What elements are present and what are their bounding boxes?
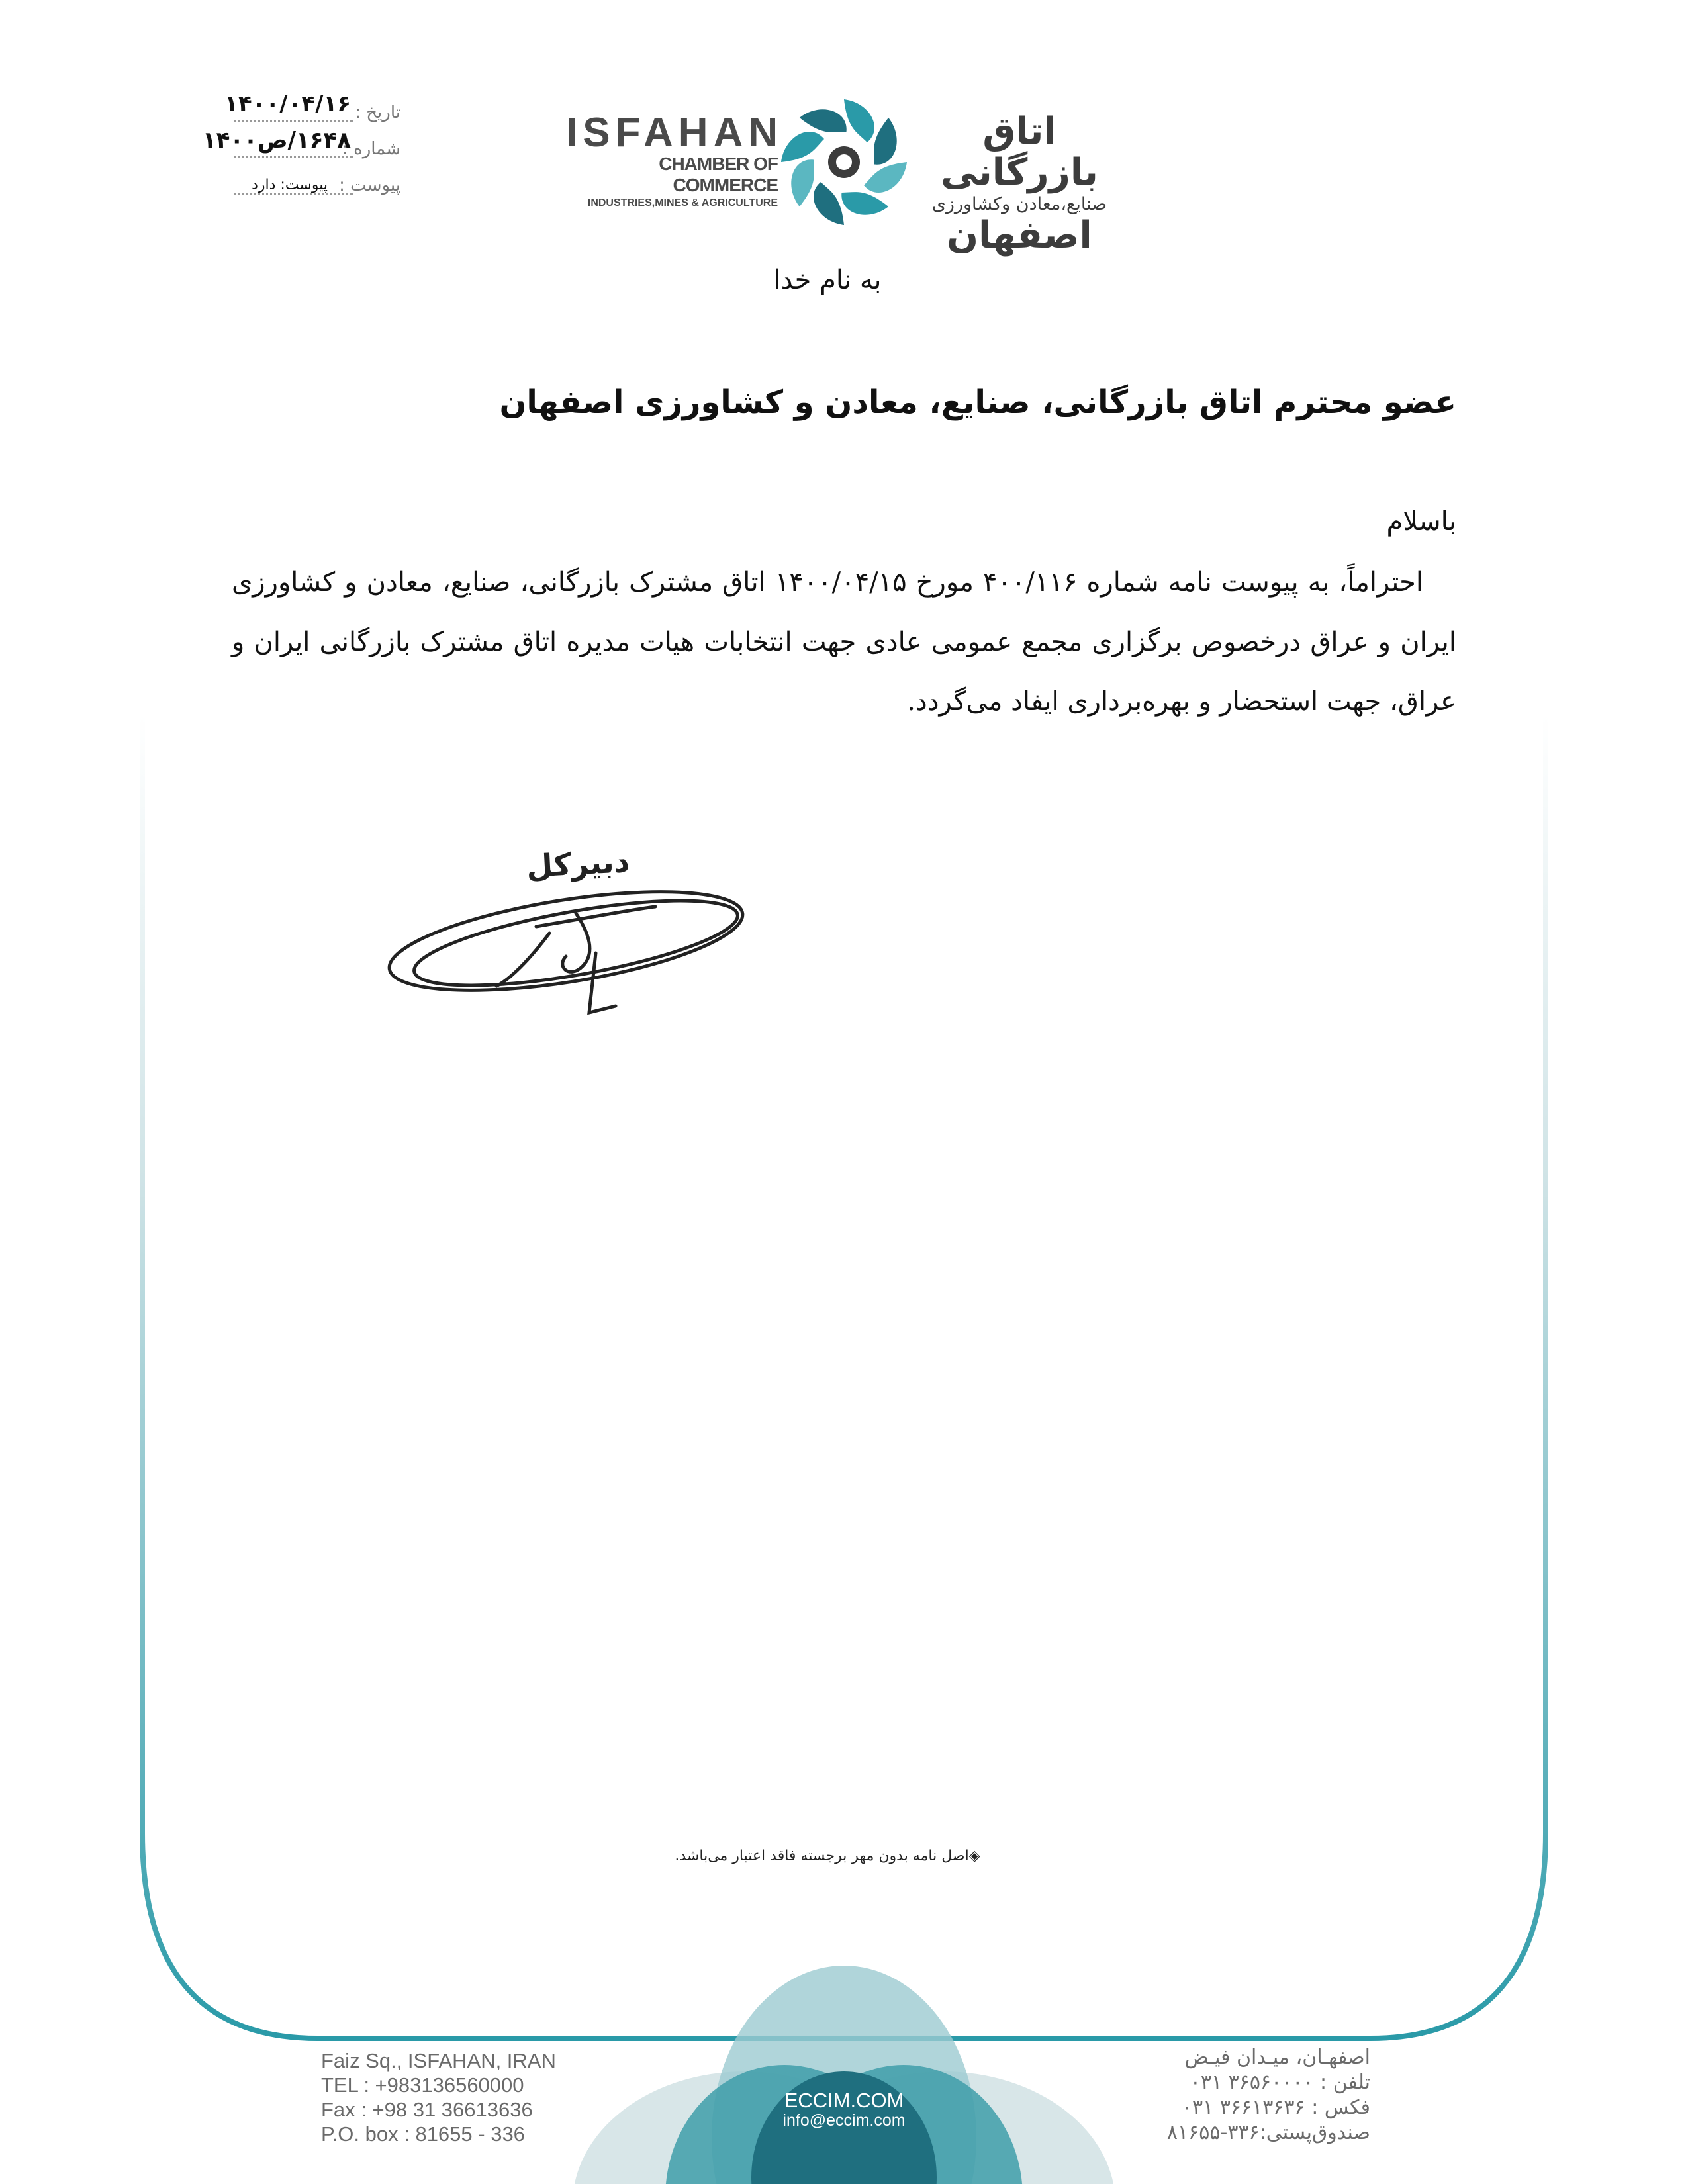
logo-persian [910, 111, 1129, 255]
attachment-value: پیوست: دارد [252, 177, 328, 193]
footer-web-contact [768, 2090, 920, 2130]
frame-border [142, 715, 1546, 2038]
letterhead-frame [0, 715, 1688, 2184]
footer-fa-fax: فکس : ۳۶۶۱۳۶۳۶ ۰۳۱ [1181, 2096, 1370, 2119]
date-value: ۱۴۰۰/۰۴/۱۶ [224, 91, 351, 117]
number-row [149, 126, 414, 162]
logo-en-line1: ISFAHAN [566, 110, 784, 156]
footer-en-tel: TEL : +983136560000 [321, 2073, 524, 2097]
letter-body: احتراماً، به پیوست نامه شماره ۴۰۰/۱۱۶ مورخ ۱۴۰۰/۰۴/۱۵ اتاق مشترک بازرگانی، صنایع، معادن و کشاورزی ایران و عراق درخصوص برگزاری مجمع عمومی عادی جهت انتخابات هیات مدیره اتاق مشترک بازرگانی ایران و عراق، جهت استحضار و بهره‌برداری ایفاد می‌گردد. [232, 567, 1456, 717]
footer-fa-tel: تلفن : ۳۶۵۶۰۰۰۰ ۰۳۱ [1190, 2071, 1370, 2094]
logo-en-line2: CHAMBER OF COMMERCE [659, 154, 778, 195]
validity-footnote: ◈اصل نامه بدون مهر برجسته فاقد اعتبار می‌باشد. [675, 1848, 980, 1864]
number-label: شماره : [342, 139, 400, 159]
logo-en-line3: INDUSTRIES,MINES & AGRICULTURE [587, 197, 778, 208]
logo-fa-line3: اصفهان [947, 214, 1092, 257]
date-label: تاریخ : [355, 103, 400, 122]
addressee: عضو محترم اتاق بازرگانی، صنایع، معادن و کشاورزی اصفهان [499, 384, 1456, 421]
footer-en-pobox: P.O. box : 81655 - 336 [321, 2122, 525, 2146]
signature-icon [377, 880, 748, 1026]
logo-english [566, 110, 784, 210]
footer-contact-english [321, 2048, 556, 2146]
footer-fa-pobox: صندوق‌پستی:۳۳۶-۸۱۶۵۵ [1166, 2121, 1370, 2144]
footer-website[interactable]: ECCIM.COM [784, 2089, 904, 2112]
attachment-label: پیوست : [339, 175, 400, 195]
invocation: به نام خدا [773, 265, 882, 295]
greeting: باسلام [1386, 506, 1456, 537]
date-row [149, 89, 414, 126]
logo-fa-line1: اتاق بازرگانی [941, 110, 1098, 194]
footer-emblem [573, 1966, 1115, 2184]
number-value: ۱۶۴۸/ص۱۴۰۰ [202, 127, 351, 154]
attachment-row [149, 162, 414, 199]
footer-contact-persian [1167, 2045, 1370, 2146]
chamber-logo-icon [778, 96, 910, 228]
letter-meta [149, 89, 414, 199]
logo-fa-line2: صنایع،معادن وکشاورزی [931, 194, 1107, 214]
footer-email[interactable]: info@eccim.com [782, 2111, 906, 2130]
signatory-title: دبیرکل [525, 842, 631, 885]
footer-en-address: Faiz Sq., ISFAHAN, IRAN [321, 2049, 556, 2072]
footer-fa-address: اصفهـان، میـدان فیـض [1184, 2046, 1370, 2069]
footer-en-fax: Fax : +98 31 36613636 [321, 2098, 533, 2121]
